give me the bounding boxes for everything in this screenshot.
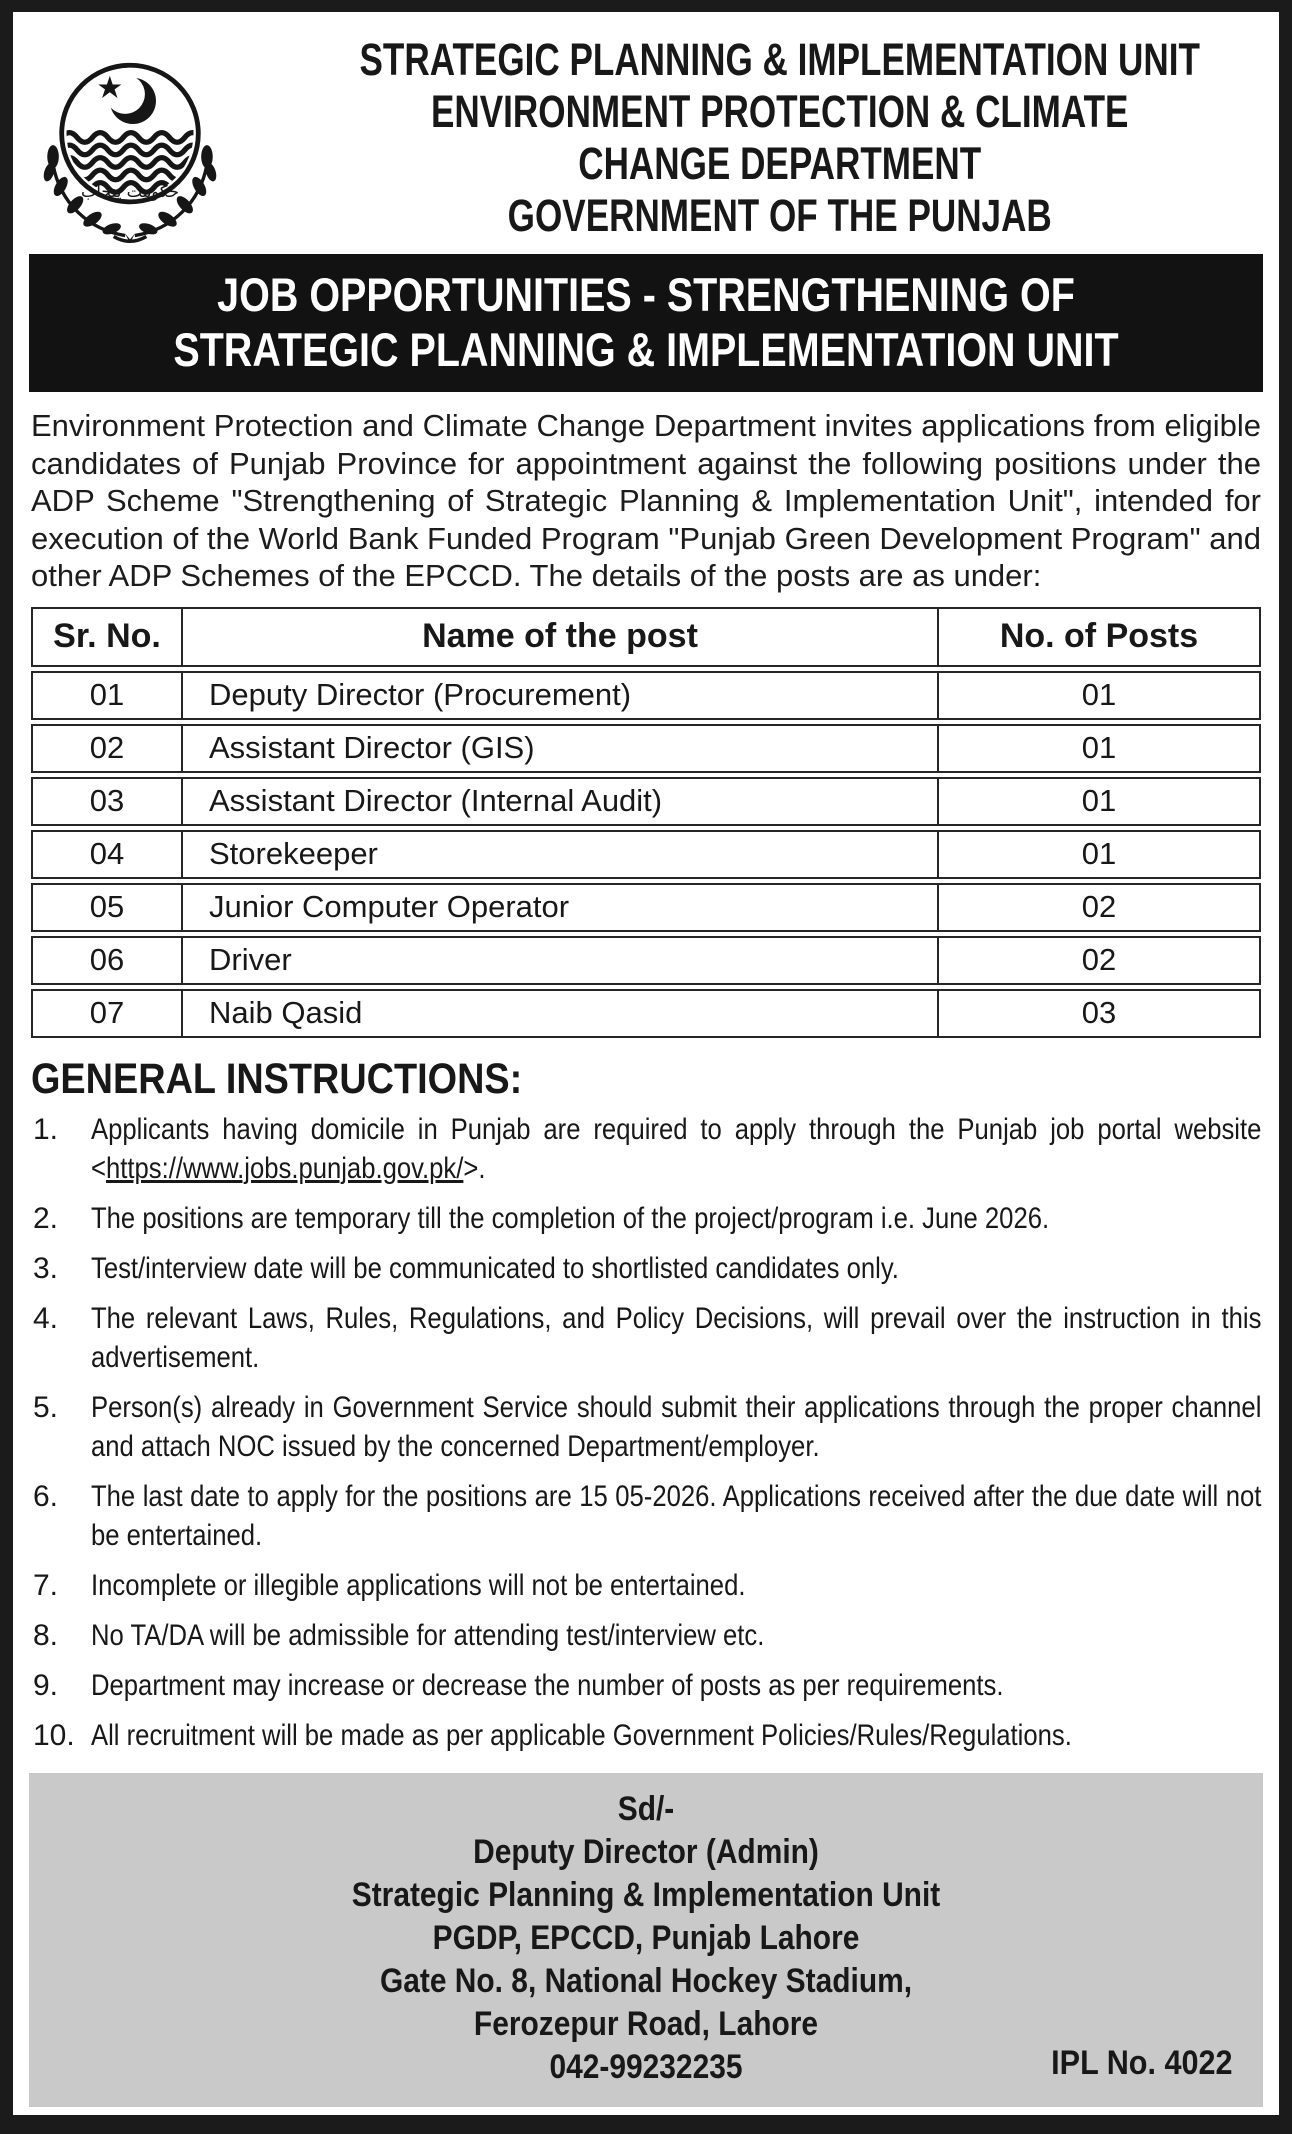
instructions-list — [31, 1110, 1261, 1755]
header-sr-no: Sr. No. — [53, 616, 161, 655]
row-count: 02 — [1081, 941, 1117, 977]
header — [13, 12, 1279, 246]
table-row — [31, 883, 1261, 932]
instruction-item-4 — [31, 1299, 1261, 1377]
table-header-row — [31, 607, 1261, 667]
item-number: 4. — [33, 1301, 59, 1335]
item-text-post: >. — [463, 1151, 486, 1185]
item-text: The relevant Laws, Rules, Regulations, and Policy Decisions, will prevail over the instruction in this advertisement. — [91, 1301, 1262, 1374]
punjab-government-crest-icon — [29, 50, 231, 246]
item-text: Department may increase or decrease the number of posts as per requirements. — [91, 1668, 1004, 1702]
table-row — [31, 724, 1261, 773]
instruction-item-3 — [31, 1249, 1261, 1288]
item-number: 3. — [33, 1251, 59, 1285]
row-count: 02 — [1081, 888, 1117, 924]
title-line-1: STRATEGIC PLANNING & IMPLEMENTATION UNIT — [359, 34, 1200, 85]
item-number: 8. — [33, 1618, 59, 1652]
signature-title: Deputy Director (Admin) — [473, 1832, 819, 1871]
row-count: 01 — [1081, 782, 1117, 818]
item-number: 9. — [33, 1668, 59, 1702]
job-opportunities-banner — [29, 254, 1263, 392]
item-number: 5. — [33, 1390, 59, 1424]
signature-org: PGDP, EPCCD, Punjab Lahore — [432, 1918, 860, 1957]
row-count: 01 — [1081, 676, 1117, 712]
item-text: Test/interview date will be communicated to shortlisted candidates only. — [91, 1251, 899, 1285]
row-post: Deputy Director (Procurement) — [181, 673, 939, 718]
table-row — [31, 777, 1261, 826]
signature-phone: 042-99232235 — [549, 2047, 743, 2086]
row-count: 01 — [1081, 835, 1117, 871]
signature-address1: Gate No. 8, National Hockey Stadium, — [379, 1961, 913, 2000]
department-title-block — [241, 26, 1292, 242]
instruction-item-5 — [31, 1388, 1261, 1466]
instruction-item-9 — [31, 1666, 1261, 1705]
item-text: No TA/DA will be admissible for attending test/interview etc. — [91, 1618, 765, 1652]
row-post: Junior Computer Operator — [181, 885, 939, 930]
instruction-item-7 — [31, 1566, 1261, 1605]
item-number: 2. — [33, 1201, 59, 1235]
title-line-4: GOVERNMENT OF THE PUNJAB — [507, 190, 1052, 241]
instruction-item-8 — [31, 1616, 1261, 1655]
title-line-3: CHANGE DEPARTMENT — [578, 138, 982, 189]
general-instructions-heading: GENERAL INSTRUCTIONS: — [31, 1054, 523, 1103]
instruction-item-1 — [31, 1110, 1261, 1188]
row-sr: 04 — [89, 835, 125, 871]
instruction-item-10 — [31, 1716, 1261, 1755]
ipl-number: IPL No. 4022 — [1051, 2043, 1233, 2082]
logo-container — [29, 26, 241, 246]
row-post: Storekeeper — [181, 832, 939, 877]
row-sr: 06 — [89, 941, 125, 977]
row-post: Driver — [181, 938, 939, 983]
crest-urdu-text: حکومت پنجاب — [81, 182, 179, 202]
item-text-pre: Applicants having domicile in Punjab are required to apply through the Punjab job portal website < — [91, 1112, 1262, 1185]
table-row — [31, 989, 1261, 1038]
signature-block — [29, 1773, 1263, 2107]
row-sr: 03 — [89, 782, 125, 818]
title-line-2: ENVIRONMENT PROTECTION & CLIMATE — [430, 86, 1129, 137]
row-post: Naib Qasid — [181, 991, 939, 1036]
banner-line-1: JOB OPPORTUNITIES - STRENGTHENING OF — [217, 268, 1075, 321]
posts-table — [31, 607, 1261, 1038]
signature-address2: Ferozepur Road, Lahore — [473, 2004, 819, 2043]
header-no-of-posts: No. of Posts — [999, 616, 1199, 655]
row-post: Assistant Director (GIS) — [181, 726, 939, 771]
row-sr: 07 — [89, 994, 125, 1030]
item-number: 10. — [33, 1718, 75, 1752]
table-row — [31, 936, 1261, 985]
item-text: All recruitment will be made as per applicable Government Policies/Rules/Regulations. — [91, 1718, 1072, 1752]
item-number: 6. — [33, 1479, 59, 1513]
item-text: Incomplete or illegible applications will not be entertained. — [91, 1568, 746, 1602]
item-number: 1. — [33, 1112, 59, 1146]
item-text — [91, 1110, 1261, 1188]
signature-sd: Sd/- — [617, 1789, 675, 1828]
item-text: The last date to apply for the positions are 15 05-2026. Applications received after the due date will not be entertained. — [91, 1479, 1262, 1552]
item-number: 7. — [33, 1568, 59, 1602]
row-sr: 01 — [89, 676, 125, 712]
instruction-item-6 — [31, 1477, 1261, 1555]
item-text: Person(s) already in Government Service should submit their applications through the proper channel and attach NOC issued by the concerned Department/employer. — [91, 1390, 1262, 1463]
banner-line-2: STRATEGIC PLANNING & IMPLEMENTATION UNIT — [173, 323, 1119, 376]
header-post-name: Name of the post — [181, 609, 939, 665]
jobs-portal-link[interactable]: https://www.jobs.punjab.gov.pk/ — [105, 1151, 464, 1185]
row-count: 01 — [1081, 729, 1117, 765]
table-row — [31, 830, 1261, 879]
row-sr: 02 — [89, 729, 125, 765]
item-text: The positions are temporary till the completion of the project/program i.e. June 2026. — [91, 1201, 1050, 1235]
instruction-item-2 — [31, 1199, 1261, 1238]
row-sr: 05 — [89, 888, 125, 924]
row-count: 03 — [1081, 994, 1117, 1030]
signature-unit: Strategic Planning & Implementation Unit — [351, 1875, 941, 1914]
intro-paragraph: Environment Protection and Climate Change Department invites applications from eligible candidates of Punjab Province for appointment against the following positions under the ADP Scheme "Strengthening of Strategic Planning & Implementation Unit", intended for execution of the World Bank Funded Program "Punjab Green Development Program" and other ADP Schemes of the EPCCD. The details of the posts are as under: — [31, 408, 1261, 593]
table-row — [31, 671, 1261, 720]
row-post: Assistant Director (Internal Audit) — [181, 779, 939, 824]
